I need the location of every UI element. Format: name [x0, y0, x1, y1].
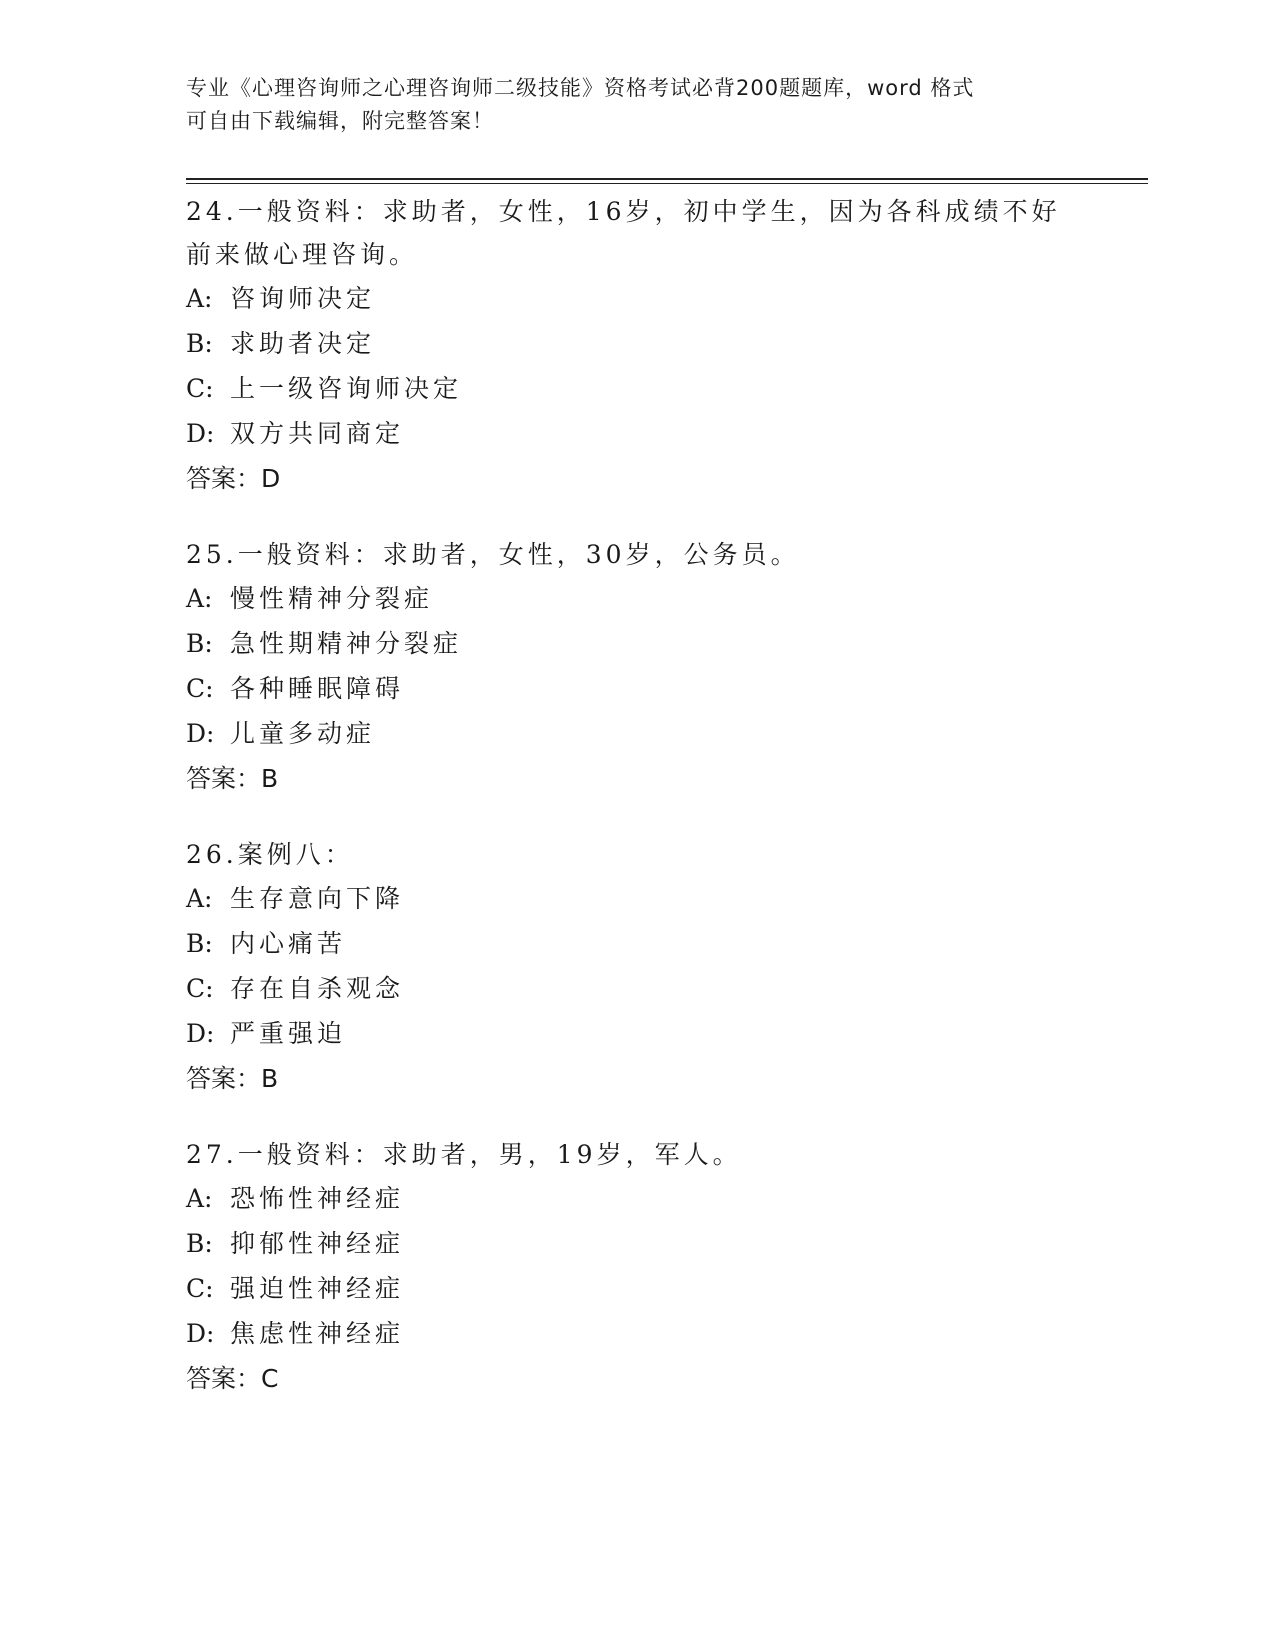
question-24	[186, 190, 1086, 501]
question-26	[186, 833, 1086, 1101]
question-stem: 27.一般资料：求助者，男，19岁，军人。	[186, 1140, 742, 1169]
option-key: D:	[186, 1319, 215, 1348]
option-key: D:	[186, 419, 215, 448]
option-c	[186, 966, 1086, 1011]
option-a	[186, 576, 1086, 621]
answer-line: 答案：C	[186, 1364, 279, 1393]
option-b	[186, 1221, 1086, 1266]
option-text: 各种睡眠障碍	[230, 674, 405, 703]
option-text: 焦虑性神经症	[230, 1319, 405, 1348]
option-key: B:	[186, 329, 213, 358]
header-divider-thick	[186, 178, 1148, 180]
header-line-2: 可自由下载编辑，附完整答案！	[186, 109, 494, 133]
option-key: D:	[186, 1019, 215, 1048]
document-header	[186, 72, 1066, 138]
option-key: C:	[186, 1274, 214, 1303]
answer-line: 答案：B	[186, 764, 279, 793]
option-text: 内心痛苦	[230, 929, 347, 958]
option-b	[186, 321, 1086, 366]
header-divider-thin	[186, 183, 1148, 184]
question-27	[186, 1133, 1086, 1401]
option-text: 恐怖性神经症	[230, 1184, 405, 1213]
option-text: 双方共同商定	[230, 419, 405, 448]
option-a	[186, 276, 1086, 321]
answer-line: 答案：D	[186, 464, 281, 493]
option-b	[186, 921, 1086, 966]
option-d	[186, 711, 1086, 756]
option-key: C:	[186, 374, 214, 403]
option-key: A:	[186, 584, 213, 613]
option-text: 急性期精神分裂症	[230, 629, 463, 658]
question-list	[186, 190, 1086, 1433]
option-text: 抑郁性神经症	[230, 1229, 405, 1258]
option-text: 存在自杀观念	[230, 974, 405, 1003]
option-text: 强迫性神经症	[230, 1274, 405, 1303]
option-b	[186, 621, 1086, 666]
question-stem: 26.案例八：	[186, 840, 354, 869]
option-key: A:	[186, 884, 213, 913]
header-line-1: 专业《心理咨询师之心理咨询师二级技能》资格考试必背200题题库，word 格式	[186, 76, 975, 100]
question-25	[186, 533, 1086, 801]
option-d	[186, 1311, 1086, 1356]
option-a	[186, 876, 1086, 921]
option-c	[186, 366, 1086, 411]
option-key: A:	[186, 1184, 213, 1213]
question-stem: 24.一般资料：求助者，女性，16岁，初中学生，因为各科成绩不好前来做心理咨询。	[186, 197, 1061, 269]
option-text: 慢性精神分裂症	[230, 584, 434, 613]
question-stem: 25.一般资料：求助者，女性，30岁，公务员。	[186, 540, 800, 569]
option-d	[186, 411, 1086, 456]
option-text: 生存意向下降	[230, 884, 405, 913]
option-key: A:	[186, 284, 213, 313]
option-text: 上一级咨询师决定	[230, 374, 463, 403]
option-text: 求助者决定	[230, 329, 376, 358]
option-key: B:	[186, 1229, 213, 1258]
option-key: B:	[186, 929, 213, 958]
option-key: C:	[186, 674, 214, 703]
option-key: C:	[186, 974, 214, 1003]
option-d	[186, 1011, 1086, 1056]
answer-line: 答案：B	[186, 1064, 279, 1093]
option-text: 咨询师决定	[230, 284, 376, 313]
option-c	[186, 666, 1086, 711]
option-key: D:	[186, 719, 215, 748]
option-text: 儿童多动症	[230, 719, 376, 748]
option-c	[186, 1266, 1086, 1311]
option-key: B:	[186, 629, 213, 658]
option-a	[186, 1176, 1086, 1221]
option-text: 严重强迫	[230, 1019, 347, 1048]
